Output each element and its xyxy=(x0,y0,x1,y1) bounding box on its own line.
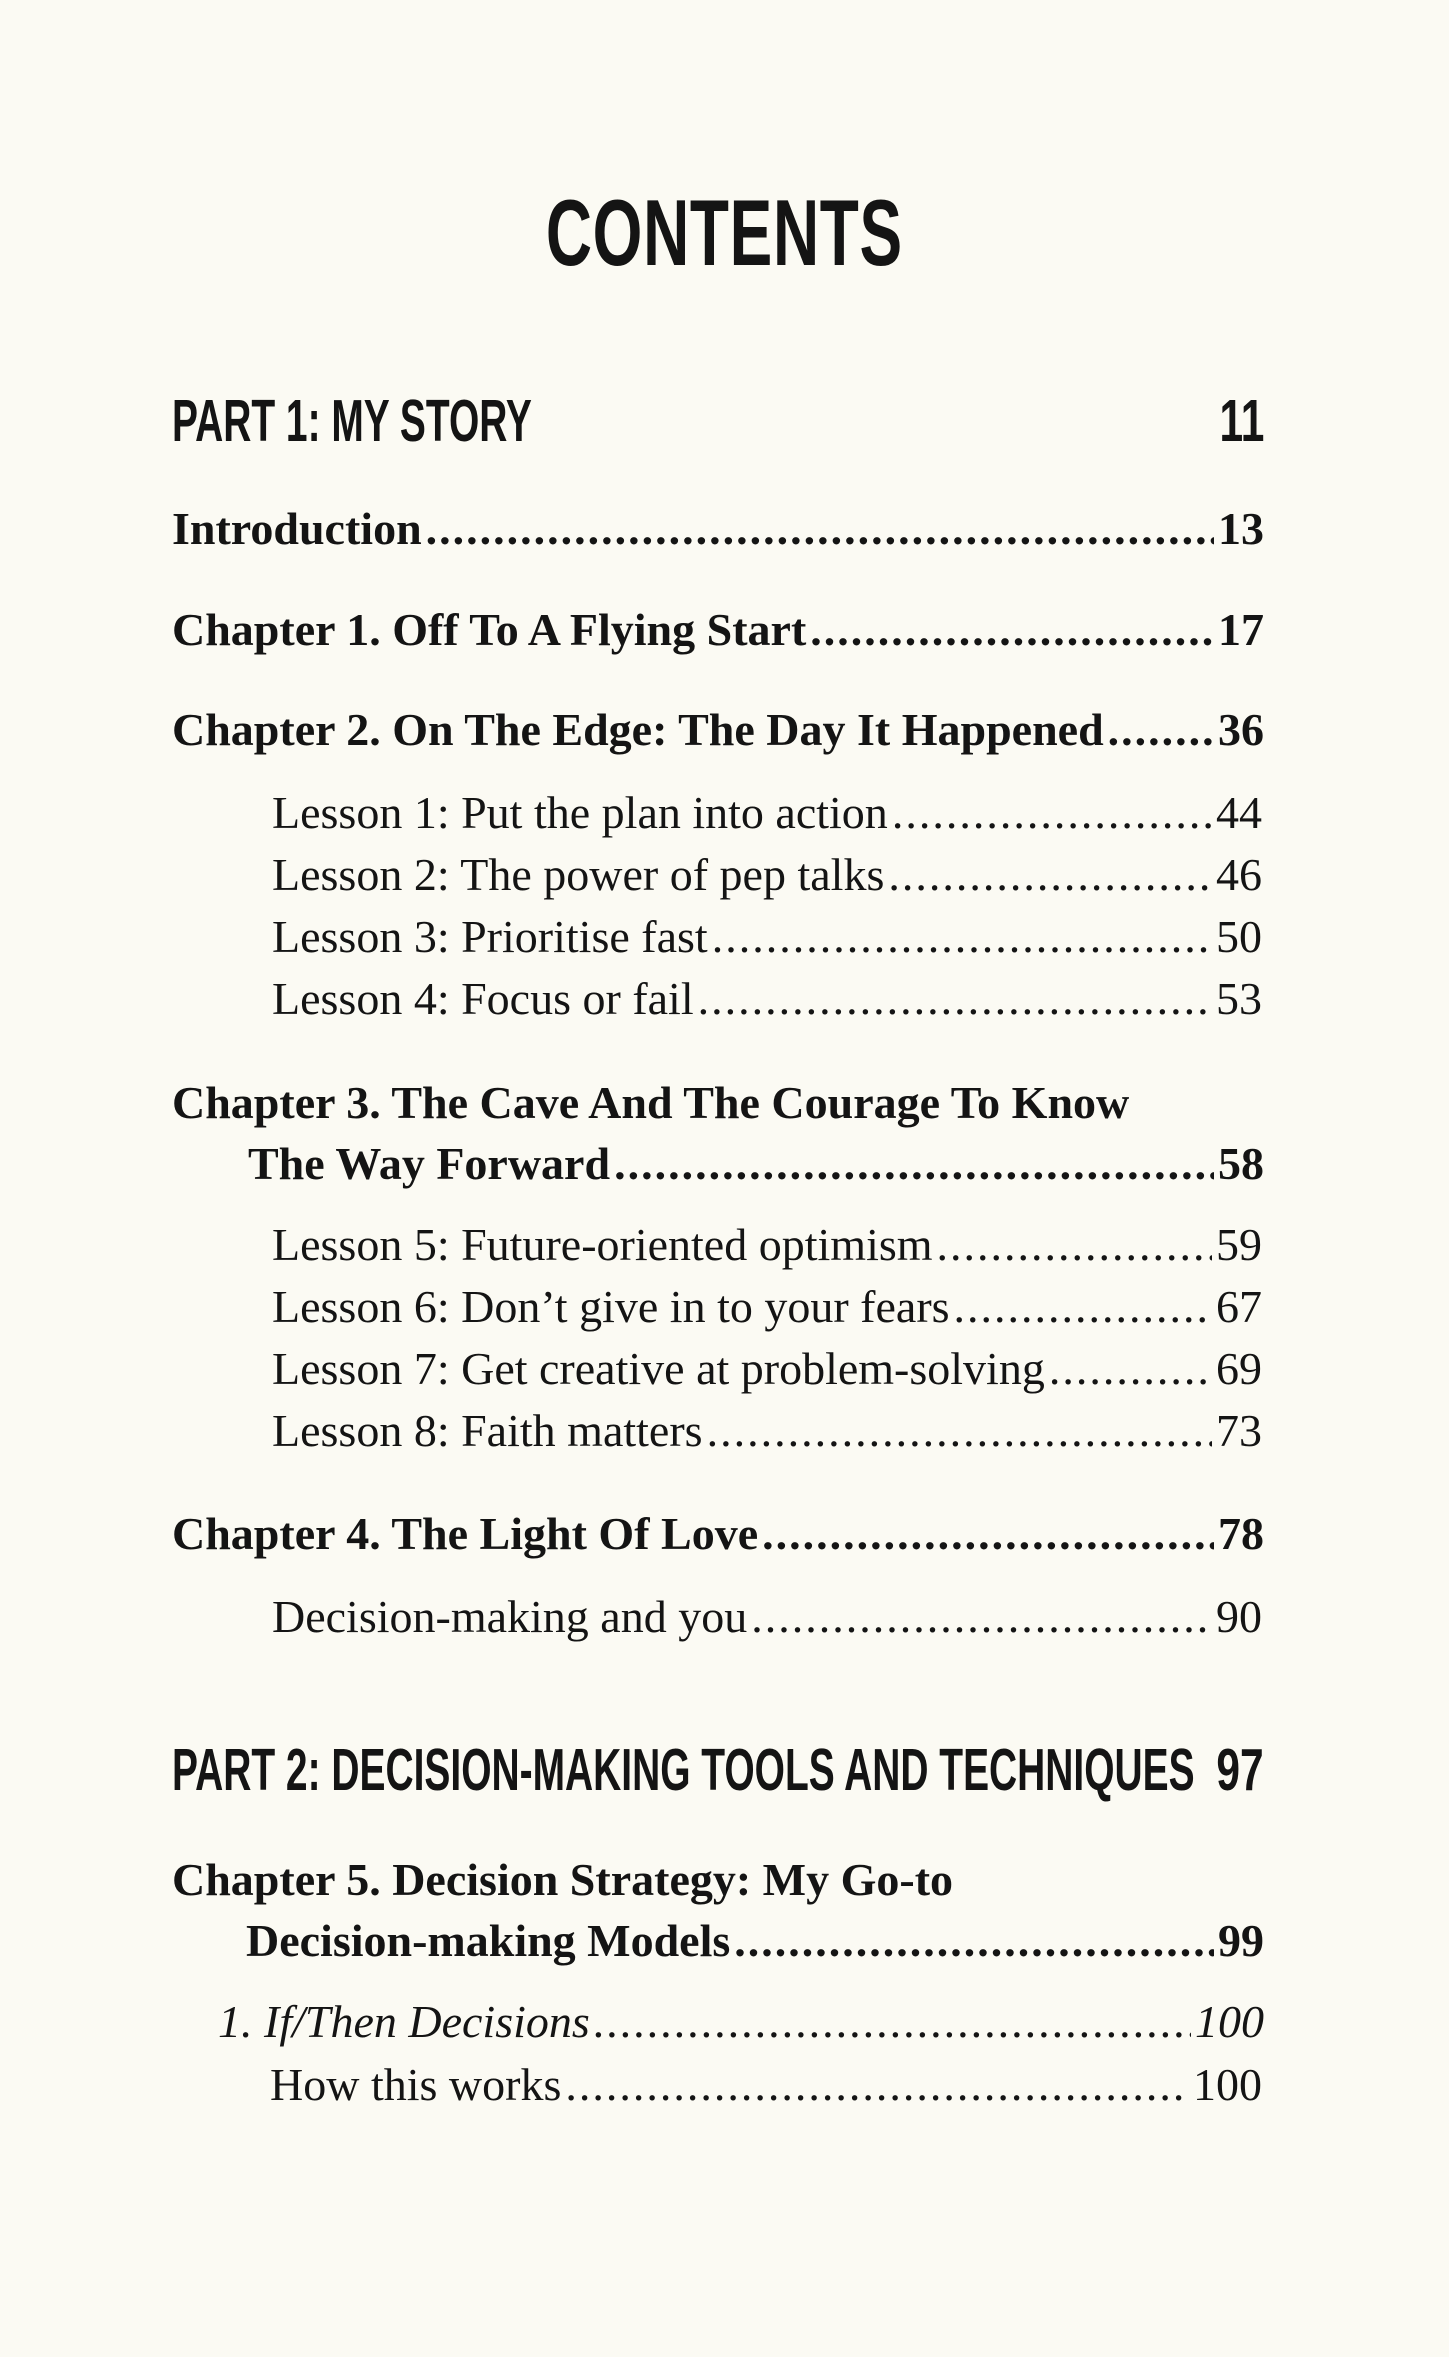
entry-label: Introduction xyxy=(172,503,422,554)
part-title: PART 2: DECISION-MAKING TOOLS AND TECHNIQUES xyxy=(172,1737,1195,1803)
entry-page-number: 17 xyxy=(1218,604,1264,655)
entry-page-number: 58 xyxy=(1218,1138,1264,1189)
toc-entry-introduction[interactable] xyxy=(172,503,1264,554)
entry-page-number: 36 xyxy=(1218,704,1264,755)
toc-entry-lesson-8[interactable] xyxy=(272,1405,1262,1456)
entry-page-number: 50 xyxy=(1216,911,1262,962)
dot-leader xyxy=(937,1222,1212,1268)
dot-leader xyxy=(751,1594,1212,1640)
entry-page-number: 67 xyxy=(1216,1281,1262,1332)
part-title: PART 1: MY STORY xyxy=(172,388,532,454)
entry-label: How this works xyxy=(270,2059,562,2110)
dot-leader xyxy=(426,506,1214,552)
entry-label: Lesson 1: Put the plan into action xyxy=(272,787,888,838)
entry-label: Decision-making Models xyxy=(246,1915,731,1966)
part-heading[interactable] xyxy=(172,1737,1264,1811)
entry-label: Lesson 3: Prioritise fast xyxy=(272,911,708,962)
toc-entry-chapter-1[interactable] xyxy=(172,604,1264,655)
entry-page-number: 46 xyxy=(1216,849,1262,900)
entry-label: Lesson 8: Faith matters xyxy=(272,1405,703,1456)
toc-entry-chapter-3[interactable] xyxy=(248,1138,1264,1189)
entry-label: 1. If/Then Decisions xyxy=(218,1996,590,2047)
toc-entry-chapter-5[interactable] xyxy=(246,1915,1264,1966)
toc-entry-lesson-2[interactable] xyxy=(272,849,1262,900)
toc-entry-lesson-3[interactable] xyxy=(272,911,1262,962)
entry-label: Chapter 1. Off To A Flying Start xyxy=(172,604,807,655)
entry-label: Decision-making and you xyxy=(272,1591,748,1642)
toc-entry-chapter-4[interactable] xyxy=(172,1508,1264,1559)
dot-leader xyxy=(594,1999,1191,2045)
toc-entry-lesson-1[interactable] xyxy=(272,787,1262,838)
entry-page-number: 53 xyxy=(1216,973,1262,1024)
part-page-number: 97 xyxy=(1216,1737,1264,1803)
part-page-number: 11 xyxy=(1219,388,1264,454)
chapter-5-title-line[interactable]: Chapter 5. Decision Strategy: My Go-to xyxy=(172,1854,954,1905)
entry-page-number: 69 xyxy=(1216,1343,1262,1394)
dot-leader xyxy=(1049,1346,1212,1392)
entry-label: Lesson 4: Focus or fail xyxy=(272,973,694,1024)
dot-leader xyxy=(698,976,1212,1022)
dot-leader xyxy=(1108,707,1214,753)
toc-entry-if-then-decisions[interactable] xyxy=(218,1996,1264,2047)
toc-entry-how-this-works[interactable] xyxy=(270,2059,1262,2110)
entry-page-number: 100 xyxy=(1193,2059,1262,2110)
toc-entry-lesson-4[interactable] xyxy=(272,973,1262,1024)
entry-label: Lesson 7: Get creative at problem-solving xyxy=(272,1343,1045,1394)
dot-leader xyxy=(614,1141,1214,1187)
dot-leader xyxy=(810,607,1214,653)
entry-page-number: 59 xyxy=(1216,1219,1262,1270)
dot-leader xyxy=(892,790,1212,836)
entry-label: Chapter 4. The Light Of Love xyxy=(172,1508,759,1559)
entry-label: Lesson 2: The power of pep talks xyxy=(272,849,885,900)
entry-page-number: 100 xyxy=(1195,1996,1264,2047)
toc-entry-lesson-6[interactable] xyxy=(272,1281,1262,1332)
entry-label: Chapter 2. On The Edge: The Day It Happened xyxy=(172,704,1104,755)
dot-leader xyxy=(707,1408,1212,1454)
entry-page-number: 90 xyxy=(1216,1591,1262,1642)
entry-page-number: 99 xyxy=(1218,1915,1264,1966)
dot-leader xyxy=(888,852,1212,898)
entry-label: Lesson 6: Don’t give in to your fears xyxy=(272,1281,950,1332)
entry-label: Lesson 5: Future-oriented optimism xyxy=(272,1219,933,1270)
dot-leader xyxy=(734,1918,1214,1964)
entry-page-number: 13 xyxy=(1218,503,1264,554)
entry-page-number: 73 xyxy=(1216,1405,1262,1456)
dot-leader xyxy=(954,1284,1212,1330)
toc-entry-lesson-7[interactable] xyxy=(272,1343,1262,1394)
dot-leader xyxy=(712,914,1212,960)
toc-entry-lesson-5[interactable] xyxy=(272,1219,1262,1270)
part-heading[interactable] xyxy=(172,388,1264,462)
entry-page-number: 78 xyxy=(1218,1508,1264,1559)
entry-page-number: 44 xyxy=(1216,787,1262,838)
chapter-3-title-line[interactable]: Chapter 3. The Cave And The Courage To Know xyxy=(172,1077,1130,1128)
dot-leader xyxy=(565,2062,1189,2108)
toc-entry-decision-making[interactable] xyxy=(272,1591,1262,1642)
dot-leader xyxy=(762,1511,1214,1557)
entry-label: The Way Forward xyxy=(248,1138,611,1189)
toc-entry-chapter-2[interactable] xyxy=(172,704,1264,755)
page-title: CONTENTS xyxy=(545,180,903,285)
